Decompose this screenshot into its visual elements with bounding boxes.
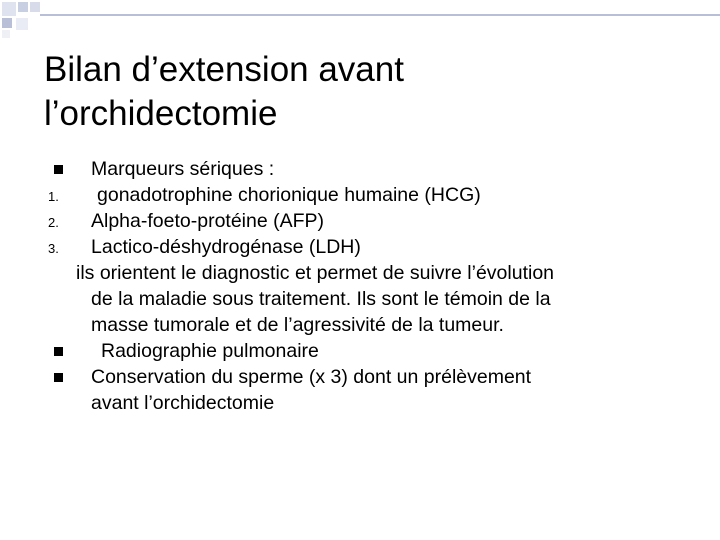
- header-rule: [40, 14, 720, 16]
- deco-square: [16, 18, 28, 30]
- list-item: [44, 156, 684, 182]
- deco-square: [18, 2, 28, 12]
- deco-square: [30, 2, 40, 12]
- item-text: gonadotrophine chorionique humaine (HCG): [97, 184, 481, 206]
- item-text: Conservation du sperme (x 3) dont un prélèvement: [91, 366, 532, 388]
- item-text: Radiographie pulmonaire: [101, 340, 319, 362]
- item-number: 1.: [48, 189, 59, 204]
- paragraph-line: masse tumorale et de l’agressivité de la tumeur.: [91, 314, 504, 336]
- square-bullet-icon: [54, 165, 63, 174]
- slide-body: [44, 156, 684, 416]
- paragraph-line: ils orientent le diagnostic et permet de suivre l’évolution: [76, 262, 555, 284]
- list-item: [44, 364, 684, 416]
- deco-square: [2, 30, 10, 38]
- title-line: Bilan d’extension avant: [44, 50, 404, 89]
- deco-square: [2, 2, 16, 16]
- deco-square: [2, 18, 12, 28]
- list-item: [44, 182, 684, 208]
- list-item: [44, 234, 684, 260]
- item-text: Marqueurs sériques :: [91, 158, 275, 180]
- title-line: l’orchidectomie: [44, 94, 278, 133]
- list-item: [44, 208, 684, 234]
- square-bullet-icon: [54, 373, 63, 382]
- list-item: [44, 338, 684, 364]
- item-text: avant l’orchidectomie: [91, 392, 275, 414]
- paragraph-line: de la maladie sous traitement. Ils sont le témoin de la: [91, 288, 551, 310]
- item-number: 2.: [48, 215, 59, 230]
- explanation-paragraph: [44, 260, 684, 338]
- item-text: Lactico-déshydrogénase (LDH): [91, 236, 361, 258]
- square-bullet-icon: [54, 347, 63, 356]
- slide-title: [44, 48, 684, 136]
- corner-decoration: [0, 0, 720, 40]
- item-number: 3.: [48, 241, 59, 256]
- item-text: Alpha-foeto-protéine (AFP): [91, 210, 325, 232]
